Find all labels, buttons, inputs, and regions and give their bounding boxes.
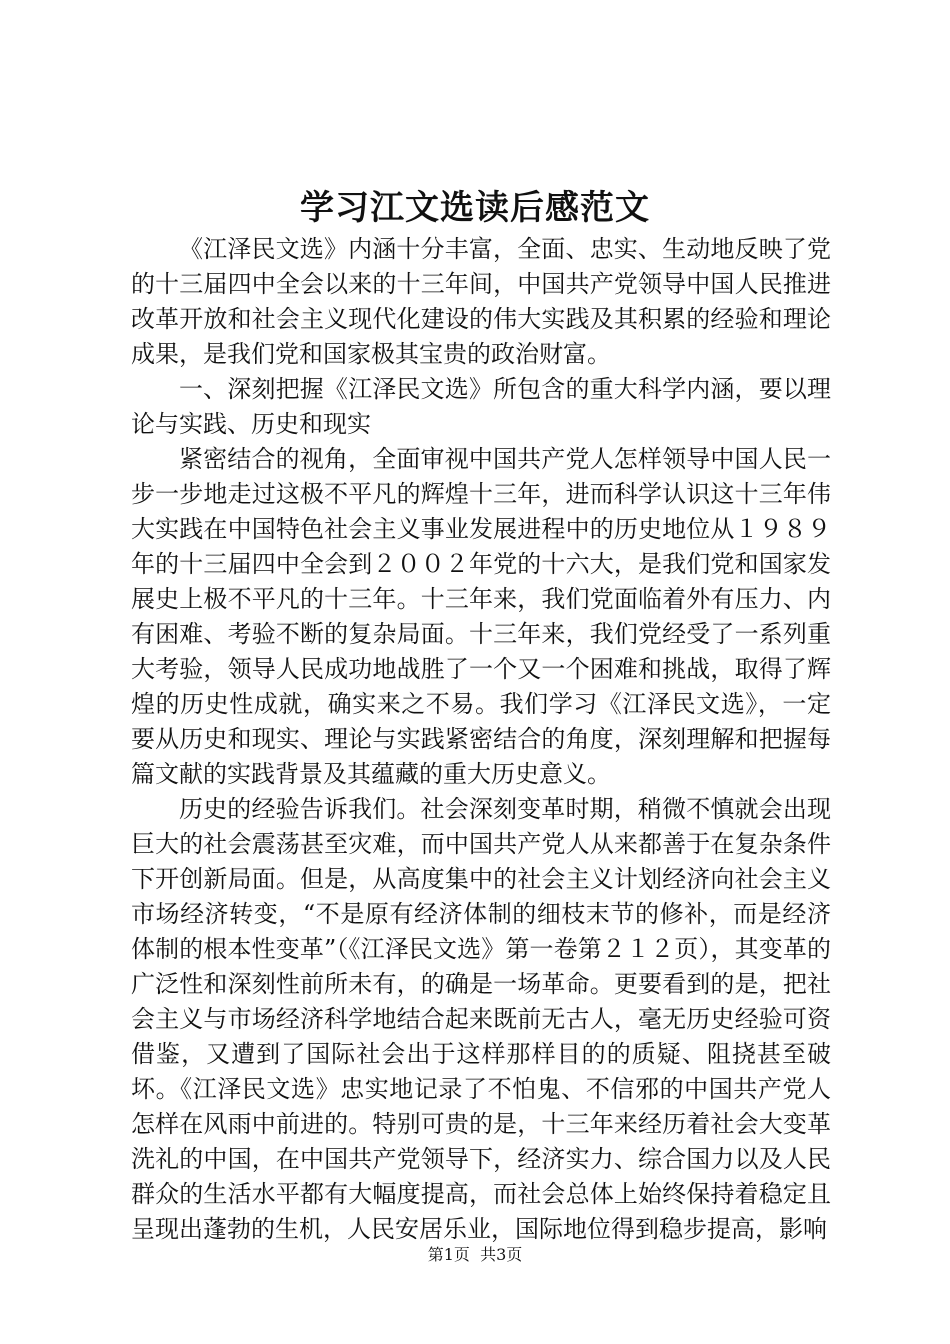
document-body <box>131 232 831 1247</box>
page-number: 第1页 <box>427 1245 470 1264</box>
body-paragraph: 历史的经验告诉我们。社会深刻变革时期，稍微不慎就会出现巨大的社会震荡甚至灾难，而中国共产党人从来都善于在复杂条件下开创新局面。但是，从高度集中的社会主义计划经济向社会主义市场经济转变，“不是原有经济体制的细枝末节的修补，而是经济体制的根本性变革”（《江泽民文选》第一卷第２１２页），其变革的广泛性和深刻性前所未有，的确是一场革命。更要看到的是，把社会主义与市场经济科学地结合起来既前无古人，毫无历史经验可资借鉴，又遭到了国际社会出于这样那样目的的质疑、阻挠甚至破坏。《江泽民文选》忠实地记录了不怕鬼、不信邪的中国共产党人怎样在风雨中前进的。特别可贵的是，十三年来经历着社会大变革洗礼的中国，在中国共产党领导下，经济实力、综合国力以及人民群众的生活水平都有大幅度提高，而社会总体上始终保持着稳定且呈现出蓬勃的生机，人民安居乐业，国际地位得到稳步提高，影响 <box>131 795 831 1243</box>
section-heading: 一、深刻把握《江泽民文选》所包含的重大科学内涵，要以理论与实践、历史和现实 <box>131 375 831 438</box>
document-title: 学习江文选读后感范文 <box>300 188 650 228</box>
page-footer <box>0 1244 950 1266</box>
body-paragraph: 紧密结合的视角，全面审视中国共产党人怎样领导中国人民一步一步地走过这极不平凡的辉煌十三年，进而科学认识这十三年伟大实践在中国特色社会主义事业发展进程中的历史地位从１９８９年的十三届四中全会到２００２年党的十六大，是我们党和国家发展史上极不平凡的十三年。十三年来，我们党面临着外有压力、内有困难、考验不断的复杂局面。十三年来，我们党经受了一系列重大考验，领导人民成功地战胜了一个又一个困难和挑战，取得了辉煌的历史性成就，确实来之不易。我们学习《江泽民文选》，一定要从历史和现实、理论与实践紧密结合的角度，深刻理解和把握每篇文献的实践背景及其蕴藏的重大历史意义。 <box>131 445 831 788</box>
body-paragraph: 《江泽民文选》内涵十分丰富，全面、忠实、生动地反映了党的十三届四中全会以来的十三年间，中国共产党领导中国人民推进改革开放和社会主义现代化建设的伟大实践及其积累的经验和理论成果，是我们党和国家极其宝贵的政治财富。 <box>131 235 831 368</box>
page-total: 共3页 <box>480 1245 523 1264</box>
